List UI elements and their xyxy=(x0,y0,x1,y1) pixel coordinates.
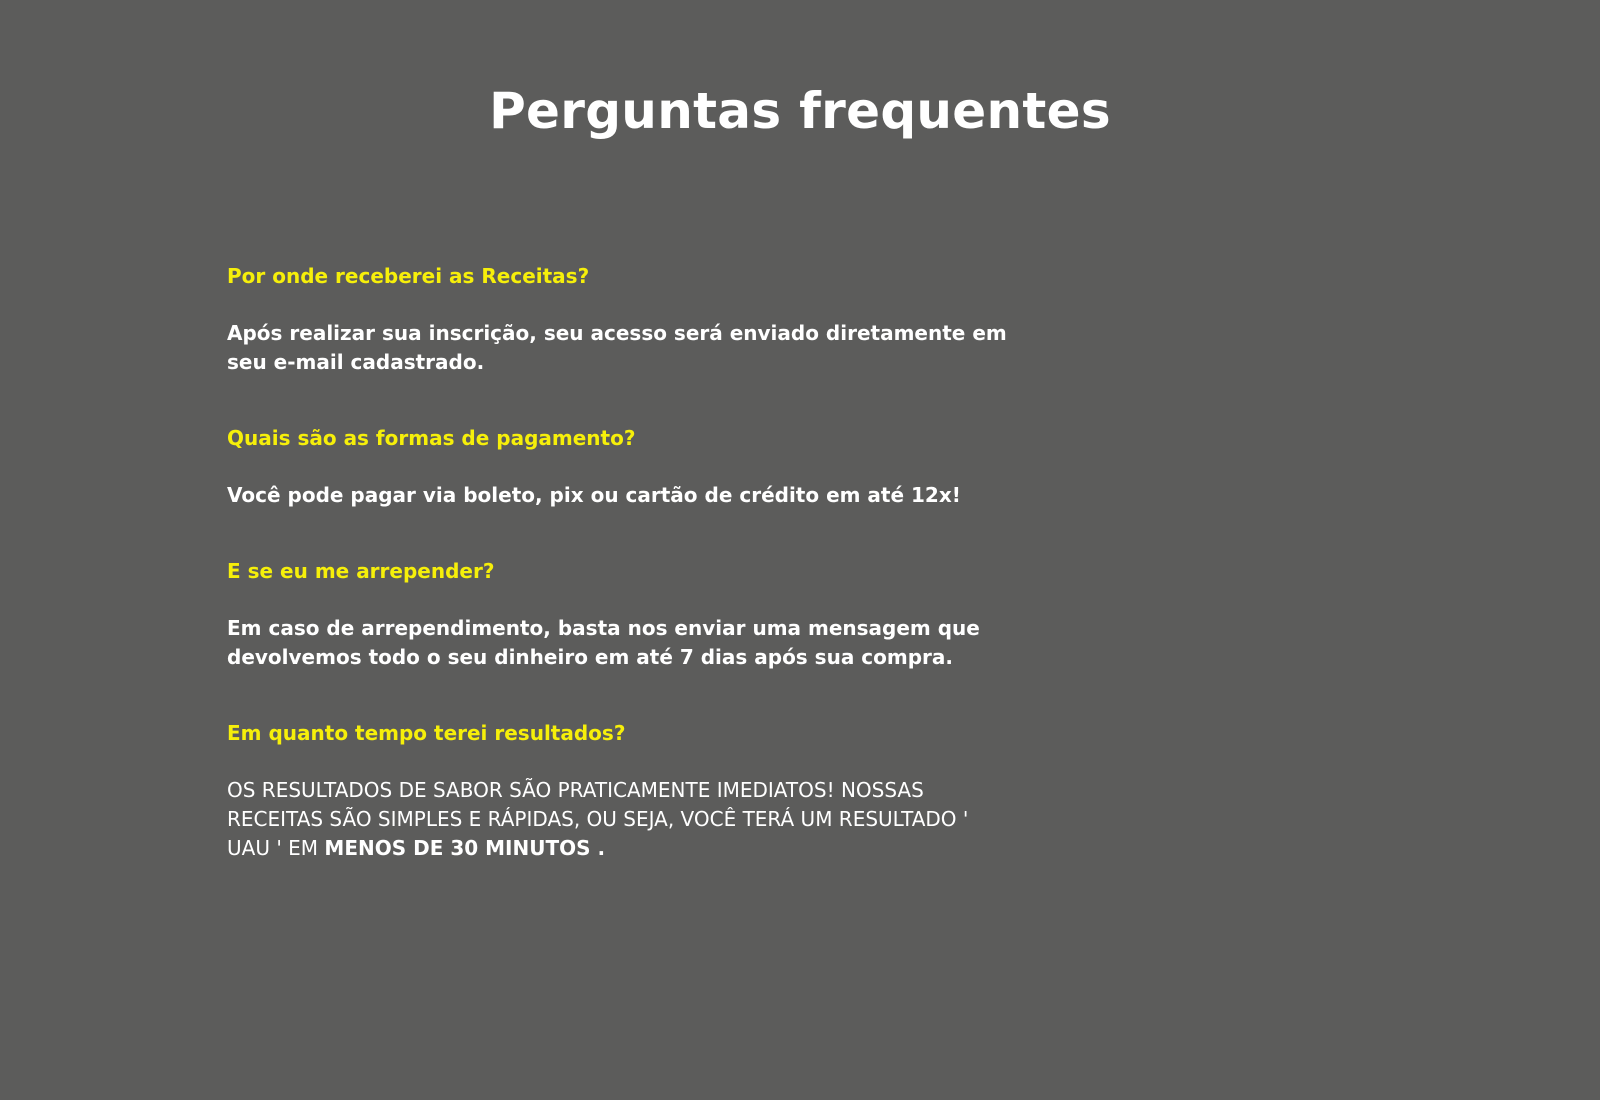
faq-list xyxy=(227,262,1007,863)
faq-item-pagamento xyxy=(227,424,1007,510)
faq-divider-space xyxy=(227,672,1007,719)
faq-answer: Após realizar sua inscrição, seu acesso será enviado diretamente em seu e-mail cadastrado. xyxy=(227,321,1007,374)
faq-question: Por onde receberei as Receitas? xyxy=(227,264,590,288)
faq-item-receitas xyxy=(227,262,1007,377)
faq-question: Quais são as formas de pagamento? xyxy=(227,426,636,450)
faq-answer-emphasis: MENOS DE 30 MINUTOS . xyxy=(324,836,606,860)
faq-answer-lead: OS RESULTADOS DE SABOR SÃO PRATICAMENTE IMEDIATOS! NOSSAS RECEITAS SÃO SIMPLES E RÁPIDAS, OU SEJA, VOCÊ TERÁ UM RESULTADO ' UAU ' EM xyxy=(227,778,969,860)
faq-question: E se eu me arrepender? xyxy=(227,559,495,583)
faq-answer: Em caso de arrependimento, basta nos enviar uma mensagem que devolvemos todo o seu dinheiro em até 7 dias após sua compra. xyxy=(227,616,980,669)
faq-question: Em quanto tempo terei resultados? xyxy=(227,721,626,745)
faq-item-arrepender xyxy=(227,557,1007,672)
page-title: Perguntas frequentes xyxy=(489,82,1111,140)
faq-divider-space xyxy=(227,377,1007,424)
faq-answer: Você pode pagar via boleto, pix ou cartão de crédito em até 12x! xyxy=(227,483,961,507)
faq-divider-space xyxy=(227,510,1007,557)
faq-item-resultados xyxy=(227,719,1007,863)
faq-answer xyxy=(227,776,1007,863)
